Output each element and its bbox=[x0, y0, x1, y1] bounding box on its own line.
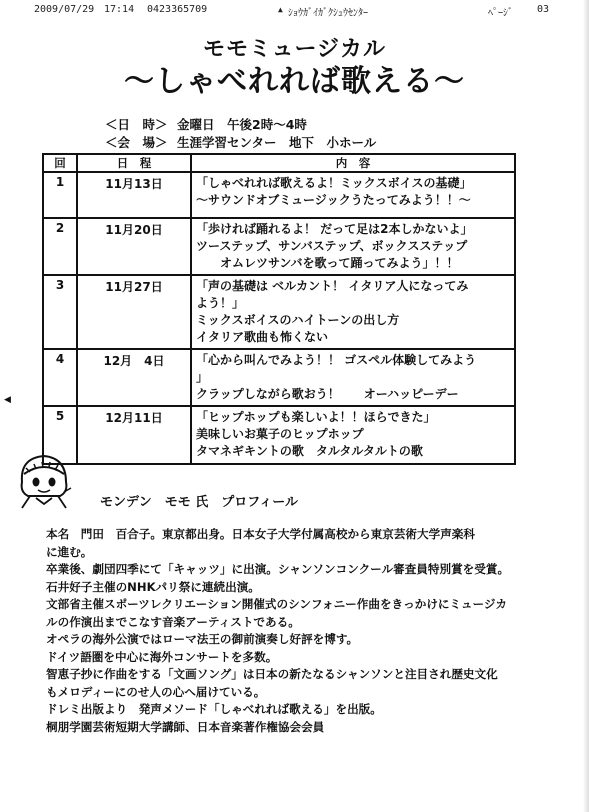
schedule-header-row bbox=[43, 154, 515, 172]
content-line: ツーステップ、サンバステップ、ボックスステップ bbox=[196, 239, 468, 253]
profile-line: 文部省主催スポーツレクリエーション開催式のシンフォニー作曲をきっかけにミュージカ bbox=[46, 597, 508, 611]
info-place bbox=[105, 133, 376, 151]
session-date: 11月20日 bbox=[77, 218, 191, 275]
time-label: ＜日 時＞ bbox=[105, 117, 168, 132]
profile-line: 桐朋学園芸術短期大学講師、日本音楽著作権協会会員 bbox=[46, 719, 325, 734]
profile-line: に進む。 bbox=[46, 544, 93, 559]
fax-page-label: ﾍﾟｰｼﾞ bbox=[488, 8, 513, 19]
profile-line: ドレミ出版より 発声メソード「しゃべれれば歌える」を出版。 bbox=[46, 702, 382, 716]
info-time bbox=[105, 115, 307, 133]
content-line: 「しゃべれれば歌えるよ！ミックスボイスの基礎」 bbox=[196, 176, 472, 190]
scan-mark-icon: ◀ bbox=[4, 395, 11, 405]
profile-line: 石井好子主催のNHKパリ祭に連続出演。 bbox=[46, 579, 260, 594]
session-number: 2 bbox=[43, 218, 77, 275]
col-header-date: 日 程 bbox=[77, 154, 191, 172]
page-title: モモミュージカル bbox=[202, 37, 387, 62]
session-number: 4 bbox=[43, 349, 77, 406]
content-line: オムレツサンバを歌って踊ってみよう」！！ bbox=[196, 256, 459, 270]
table-row bbox=[43, 218, 515, 275]
session-content bbox=[191, 406, 515, 464]
col-header-content: 内 容 bbox=[191, 154, 515, 172]
content-line: 「ヒップホップも楽しいよ！！ほらできた」 bbox=[196, 410, 436, 424]
session-content bbox=[191, 275, 515, 349]
profile-title: モンデン モモ 氏 プロフィール bbox=[100, 495, 298, 510]
session-date: 11月27日 bbox=[77, 275, 191, 349]
table-row bbox=[43, 275, 515, 349]
session-content bbox=[191, 172, 515, 218]
scan-edge bbox=[583, 0, 589, 812]
table-row bbox=[43, 349, 515, 406]
content-line: 美味しいお菓子のヒップホップ bbox=[196, 427, 364, 441]
place-label: ＜会 場＞ bbox=[105, 135, 168, 150]
col-header-number: 回 bbox=[43, 154, 77, 172]
place-value: 生涯学習センター 地下 小ホール bbox=[177, 135, 377, 150]
session-number: 1 bbox=[43, 172, 77, 218]
schedule-table bbox=[42, 153, 516, 465]
content-line: クラップしながら歌おう！ オーハッピーデー bbox=[196, 387, 459, 401]
cartoon-face-icon bbox=[16, 452, 72, 510]
content-line: 「歩ければ踊れるよ！ だって足は2本しかないよ」 bbox=[196, 222, 473, 236]
session-number: 3 bbox=[43, 275, 77, 349]
content-line: 「心から叫んでみよう！！ ゴスペル体験してみよう bbox=[196, 353, 477, 367]
content-line: タマネギキントの歌 タルタルタルトの歌 bbox=[196, 444, 423, 458]
fax-time: 17:14 bbox=[104, 4, 135, 15]
content-line: イタリア歌曲も怖くない bbox=[196, 330, 329, 344]
profile-line: 卒業後、劇団四季にて「キャッツ」に出演。シャンソンコンクール審査員特別賞を受賞。 bbox=[46, 562, 510, 576]
session-date: 12月11日 bbox=[77, 406, 191, 464]
content-line: 〜サウンドオブミュージックうたってみよう！！〜 bbox=[196, 193, 471, 207]
fax-page-number: 03 bbox=[537, 4, 550, 15]
session-content bbox=[191, 349, 515, 406]
content-line: ミックスボイスのハイトーンの出し方 bbox=[196, 313, 400, 327]
page-subtitle: 〜しゃべれれば歌える〜 bbox=[124, 64, 465, 99]
profile-line: ルの作演出までこなす音楽アーティストである。 bbox=[46, 614, 300, 629]
content-line: よう！」 bbox=[196, 296, 245, 310]
session-date: 12月 4日 bbox=[77, 349, 191, 406]
fax-date: 2009/07/29 bbox=[34, 4, 95, 15]
table-row bbox=[43, 406, 515, 464]
content-line: 「声の基礎は ベルカント！ イタリア人になってみ bbox=[196, 279, 469, 293]
profile-line: 本名 門田 百合子。東京都出身。日本女子大学付属高校から東京芸術大学声楽科 bbox=[46, 527, 475, 541]
session-number: 5 bbox=[43, 406, 77, 464]
fax-sender: ｼｮｳｶﾞｲｶﾞｸｼｭｳｾﾝﾀｰ bbox=[288, 8, 368, 19]
profile-body bbox=[46, 526, 566, 736]
fax-phone: 0423365709 bbox=[147, 4, 208, 15]
time-value: 金曜日 午後2時〜4時 bbox=[177, 117, 307, 132]
profile-line: オペラの海外公演ではローマ法王の御前演奏し好評を博す。 bbox=[46, 632, 359, 646]
profile-line: ドイツ語圏を中心に海外コンサートを多数。 bbox=[46, 649, 278, 664]
content-line: 」 bbox=[196, 370, 209, 384]
profile-line: 智恵子抄に作曲をする「文画ソング」は日本の新たなるシャンソンと注目され歴史文化 bbox=[46, 667, 498, 681]
fax-marker-icon: ▲ bbox=[278, 5, 283, 14]
session-date: 11月13日 bbox=[77, 172, 191, 218]
profile-line: もメロディーにのせ人の心へ届けている。 bbox=[46, 684, 266, 699]
session-content bbox=[191, 218, 515, 275]
table-row bbox=[43, 172, 515, 218]
